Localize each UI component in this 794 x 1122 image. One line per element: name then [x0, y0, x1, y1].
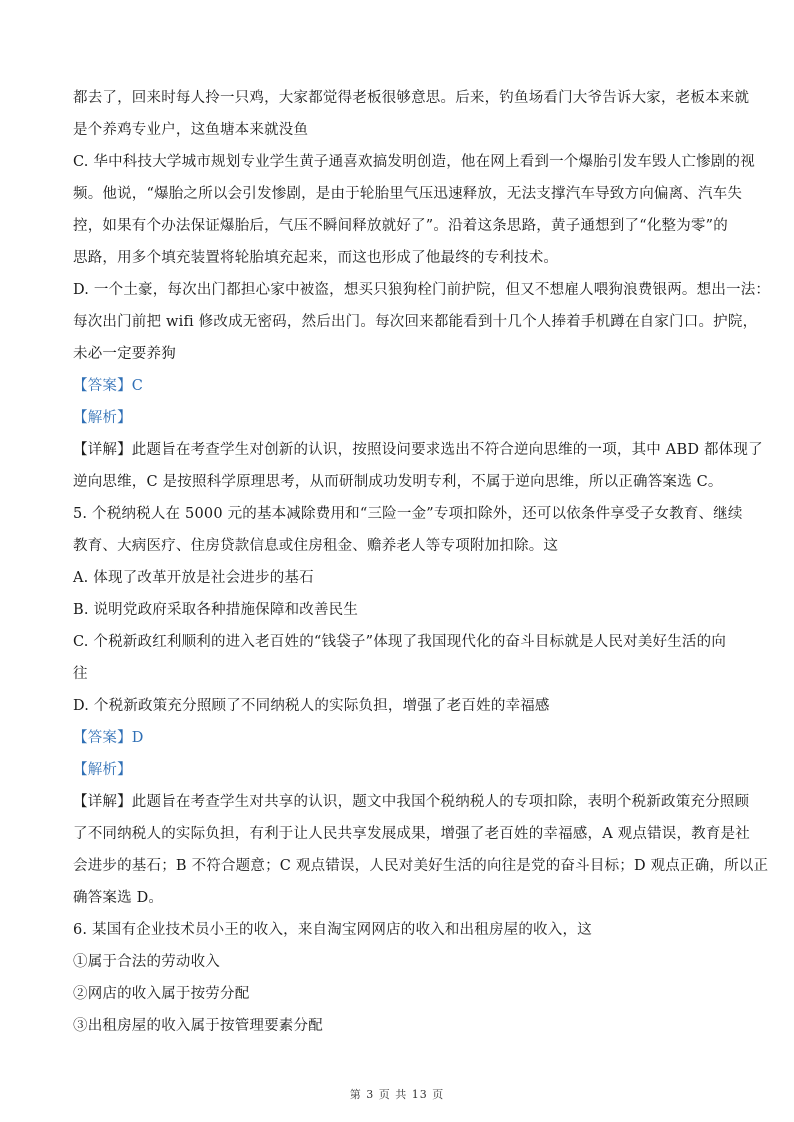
option-d-line: D. 个税新政策充分照顾了不同纳税人的实际负担，增强了老百姓的幸福感 [73, 698, 550, 714]
statement-1: ①属于合法的劳动收入 [73, 954, 220, 970]
option-a-line: A. 体现了改革开放是社会进步的基石 [73, 570, 314, 586]
analysis-label: 【解析】 [73, 410, 132, 426]
explanation-line: 了不同纳税人的实际负担，有利于让人民共享发展成果，增强了老百姓的幸福感，A 观点错误，教育是社 [73, 826, 750, 842]
paragraph-line: 频。他说，“爆胎之所以会引发惨剧，是由于轮胎里气压迅速释放，无法支撑汽车导致方向偏离、汽车失 [73, 186, 743, 202]
page-footer: 第 3 页 共 13 页 [349, 1088, 445, 1101]
option-c-line: 往 [73, 666, 88, 682]
option-c-line: C. 华中科技大学城市规划专业学生黄子通喜欢搞发明创造，他在网上看到一个爆胎引发车毁人亡惨剧的视 [73, 154, 755, 170]
statement-2: ②网店的收入属于按劳分配 [73, 986, 250, 1002]
answer-label: 【答案】C [73, 378, 144, 394]
question-6-line: 6. 某国有企业技术员小王的收入，来自淘宝网网店的收入和出租房屋的收入，这 [73, 922, 592, 938]
paragraph-line: 都去了，回来时每人拎一只鸡，大家都觉得老板很够意思。后来，钓鱼场看门大爷告诉大家，老板本来就 [73, 90, 750, 106]
statement-3: ③出租房屋的收入属于按管理要素分配 [73, 1018, 323, 1034]
explanation-line: 【详解】此题旨在考查学生对共享的认识，题文中我国个税纳税人的专项扣除，表明个税新政策充分照顾 [73, 794, 750, 810]
explanation-line: 确答案选 D。 [73, 890, 164, 906]
explanation-line: 【详解】此题旨在考查学生对创新的认识，按照设问要求选出不符合逆向思维的一项，其中 ABD 都体现了 [73, 442, 763, 458]
paragraph-line: 控，如果有个办法保证爆胎后，气压不瞬间释放就好了”。沿着这条思路，黄子通想到了“化整为零”的 [73, 218, 728, 234]
explanation-line: 会进步的基石；B 不符合题意；C 观点错误，人民对美好生活的向往是党的奋斗目标；D 观点正确，所以正 [73, 858, 769, 874]
paragraph-line: 思路，用多个填充装置将轮胎填充起来，而这也形成了他最终的专利技术。 [73, 250, 559, 266]
analysis-label: 【解析】 [73, 762, 132, 778]
option-c-line: C. 个税新政红利顺利的进入老百姓的“钱袋子”体现了我国现代化的奋斗目标就是人民对美好生活的向 [73, 634, 727, 650]
paragraph-line: 是个养鸡专业户，这鱼塘本来就没鱼 [73, 122, 309, 138]
question-5-line: 教育、大病医疗、住房贷款信息或住房租金、赡养老人等专项附加扣除。这 [73, 538, 559, 554]
answer-label: 【答案】D [73, 730, 144, 746]
question-5-line: 5. 个税纳税人在 5000 元的基本减除费用和“三险一金”专项扣除外，还可以依条件享受子女教育、继续 [73, 506, 743, 522]
explanation-line: 逆向思维，C 是按照科学原理思考，从而研制成功发明专利，不属于逆向思维，所以正确答案选 C。 [73, 474, 723, 490]
option-b-line: B. 说明党政府采取各种措施保障和改善民生 [73, 602, 359, 618]
paragraph-line: 未必一定要养狗 [73, 346, 176, 362]
paragraph-line: 每次出门前把 wifi 修改成无密码，然后出门。每次回来都能看到十几个人捧着手机蹲在自家门口。护院， [73, 314, 758, 330]
option-d-line: D. 一个土豪，每次出门都担心家中被盗，想买只狼狗栓门前护院，但又不想雇人喂狗浪费银两。想出一法： [73, 282, 771, 298]
